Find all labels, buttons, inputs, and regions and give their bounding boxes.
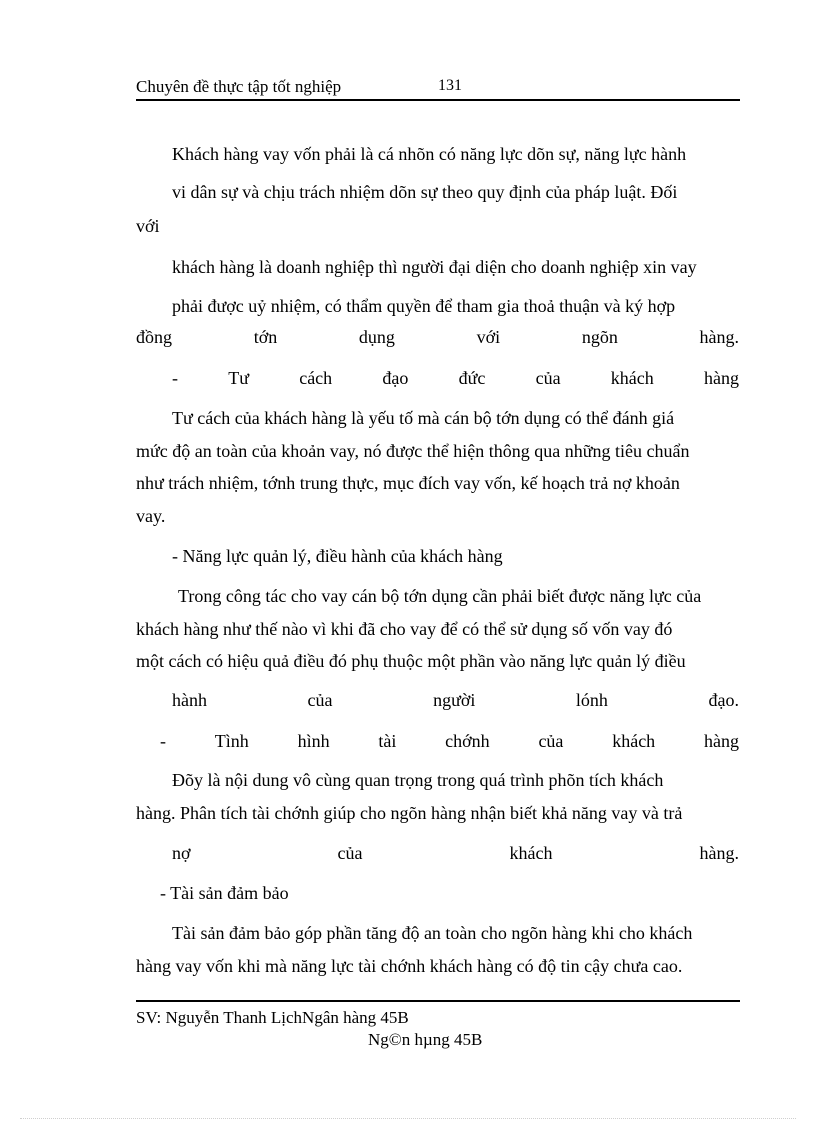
header-rule xyxy=(136,99,740,101)
page-number: 131 xyxy=(438,77,462,94)
text-line-justified xyxy=(136,325,739,349)
header-title: Chuyên đề thực tập tốt nghiệp xyxy=(136,77,342,96)
section-heading: - Năng lực quản lý, điều hành của khách hàng xyxy=(172,546,503,566)
word: dụng xyxy=(358,327,395,347)
word: Tư xyxy=(228,368,249,388)
word: hàng. xyxy=(699,327,739,347)
text-line: một cách có hiệu quả điều đó phụ thuộc một phần vào năng lực quản lý điều xyxy=(136,651,686,671)
word: lónh xyxy=(575,690,608,710)
footer-student: SV: Nguyễn Thanh LịchNgân hàng 45B xyxy=(136,1008,409,1027)
word: Tình xyxy=(214,731,249,751)
word: cách xyxy=(299,368,333,388)
word: của xyxy=(307,690,333,710)
word: hàng xyxy=(703,731,739,751)
word: người xyxy=(433,690,476,710)
section-heading: - Tài sản đảm bảo xyxy=(160,883,289,903)
word: khách xyxy=(509,843,553,863)
text-line: Đõy là nội dung vô cùng quan trọng trong quá trình phõn tích khách xyxy=(172,770,664,790)
text-line-justified xyxy=(172,366,739,390)
text-line: khách hàng như thế nào vì khi đã cho vay để có thể sử dụng số vốn vay đó xyxy=(136,619,673,639)
word: đức xyxy=(458,368,486,388)
text-line: Trong công tác cho vay cán bộ tớn dụng cần phải biết được năng lực của xyxy=(178,586,702,606)
word: đạo xyxy=(382,368,409,388)
text-line: phải được uỷ nhiệm, có thẩm quyền để tham gia thoả thuận và ký hợp xyxy=(172,296,676,316)
word: hàng. xyxy=(699,843,739,863)
footer-class-garbled: Ng©n hµng 45B xyxy=(368,1030,483,1049)
word: nợ xyxy=(172,843,191,863)
word: đồng xyxy=(136,327,172,347)
word: tớn xyxy=(253,327,278,347)
text-line-justified xyxy=(172,688,739,712)
text-line: hàng vay vốn khi mà năng lực tài chớnh khách hàng có độ tin cậy chưa cao. xyxy=(136,956,683,976)
word: với xyxy=(476,327,501,347)
text-line: Khách hàng vay vốn phải là cá nhõn có năng lực dõn sự, năng lực hành xyxy=(172,144,687,164)
text-line: hàng. Phân tích tài chớnh giúp cho ngõn hàng nhận biết khả năng vay và trả xyxy=(136,803,683,823)
word: của xyxy=(535,368,561,388)
word: hành xyxy=(172,690,207,710)
text-line: Tài sản đảm bảo góp phần tăng độ an toàn cho ngõn hàng khi cho khách xyxy=(172,923,693,943)
text-line: khách hàng là doanh nghiệp thì người đại diện cho doanh nghiệp xin vay xyxy=(172,257,697,277)
word: khách xyxy=(610,368,654,388)
text-line-justified xyxy=(172,841,739,865)
page-header xyxy=(136,77,740,99)
word: hình xyxy=(297,731,330,751)
page-bottom-edge xyxy=(20,1118,796,1119)
text-line: mức độ an toàn của khoản vay, nó được thể hiện thông qua những tiêu chuẩn xyxy=(136,441,690,461)
text-line-justified xyxy=(160,729,739,753)
word: hàng xyxy=(703,368,739,388)
word: khách xyxy=(612,731,656,751)
word: ngõn xyxy=(581,327,618,347)
footer-rule xyxy=(136,1000,740,1002)
text-line: như trách nhiệm, tớnh trung thực, mục đích vay vốn, kế hoạch trả nợ khoản xyxy=(136,473,680,493)
word: tài xyxy=(378,731,397,751)
word: - xyxy=(172,368,178,388)
word: của xyxy=(538,731,564,751)
word: chớnh xyxy=(445,731,490,751)
text-line: vi dân sự và chịu trách nhiệm dõn sự theo quy định của pháp luật. Đối xyxy=(172,182,678,202)
text-line: với xyxy=(136,216,160,236)
text-line: vay. xyxy=(136,506,166,526)
text-line: Tư cách của khách hàng là yếu tố mà cán bộ tớn dụng có thể đánh giá xyxy=(172,408,675,428)
word: đạo. xyxy=(708,690,739,710)
word: của xyxy=(337,843,363,863)
word: - xyxy=(160,731,166,751)
